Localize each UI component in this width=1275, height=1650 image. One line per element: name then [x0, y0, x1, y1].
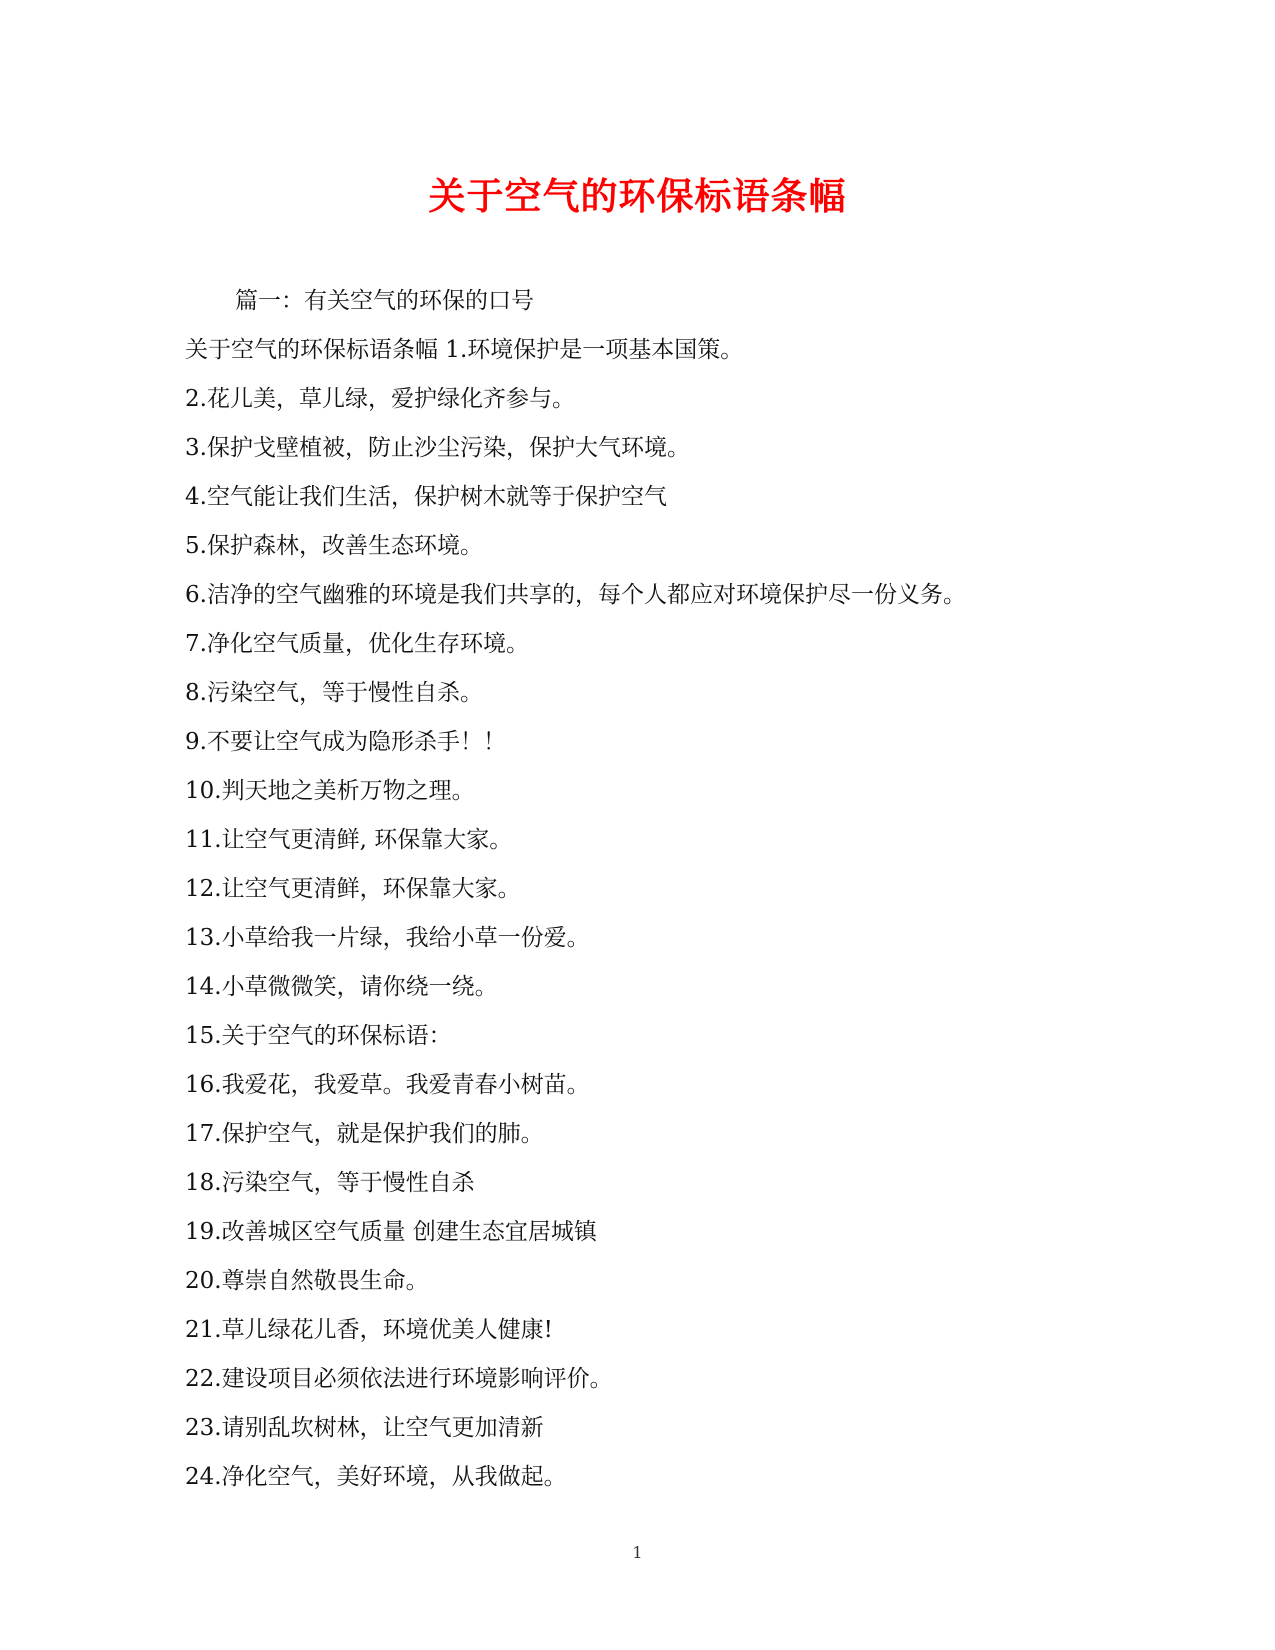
slogan-line: 8.污染空气，等于慢性自杀。 — [185, 680, 483, 706]
slogan-line: 23.请别乱坎树林，让空气更加清新 — [185, 1415, 544, 1441]
slogan-line: 14.小草微微笑，请你绕一绕。 — [185, 974, 498, 1000]
slogan-line: 20.尊崇自然敬畏生命。 — [185, 1268, 429, 1294]
slogan-line: 7.净化空气质量，优化生存环境。 — [185, 631, 529, 657]
slogan-line: 24.净化空气，美好环境，从我做起。 — [185, 1464, 567, 1490]
slogan-line: 15.关于空气的环保标语： — [185, 1023, 452, 1049]
slogan-line: 19.改善城区空气质量 创建生态宜居城镇 — [185, 1219, 597, 1245]
slogan-line: 5.保护森林，改善生态环境。 — [185, 533, 483, 559]
slogan-line: 18.污染空气，等于慢性自杀 — [185, 1170, 475, 1196]
slogan-line: 13.小草给我一片绿，我给小草一份爱。 — [185, 925, 590, 951]
slogan-line: 6.洁净的空气幽雅的环境是我们共享的，每个人都应对环境保护尽一份义务。 — [185, 582, 966, 608]
document-body — [185, 283, 1115, 1508]
slogan-line: 3.保护戈壁植被，防止沙尘污染，保护大气环境。 — [185, 435, 690, 461]
slogan-line: 4.空气能让我们生活，保护树木就等于保护空气 — [185, 484, 667, 510]
slogan-line: 21.草儿绿花儿香，环境优美人健康! — [185, 1317, 553, 1343]
slogan-line: 17.保护空气，就是保护我们的肺。 — [185, 1121, 544, 1147]
slogan-line: 22.建设项目必须依法进行环境影响评价。 — [185, 1366, 613, 1392]
slogan-line: 9.不要让空气成为隐形杀手！！ — [185, 729, 506, 755]
page-number: 1 — [632, 1543, 643, 1562]
slogan-line: 16.我爱花，我爱草。我爱青春小树苗。 — [185, 1072, 590, 1098]
slogan-line: 11.让空气更清鲜, 环保靠大家。 — [185, 827, 513, 853]
slogan-line: 10.判天地之美析万物之理。 — [185, 778, 475, 804]
section-heading: 篇一：有关空气的环保的口号 — [235, 288, 534, 314]
slogan-line: 关于空气的环保标语条幅 1.环境保护是一项基本国策。 — [185, 337, 744, 363]
document-title: 关于空气的环保标语条幅 — [428, 174, 847, 218]
slogan-line: 2.花儿美，草儿绿，爱护绿化齐参与。 — [185, 386, 575, 412]
slogan-line: 12.让空气更清鲜，环保靠大家。 — [185, 876, 521, 902]
